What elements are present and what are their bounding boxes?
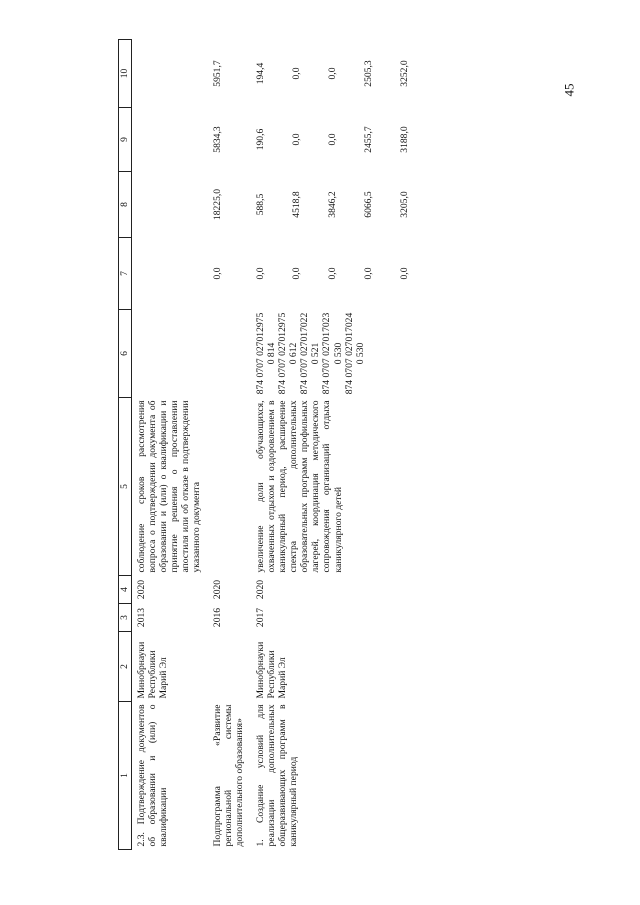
page-number: 45 [561, 83, 577, 97]
value-cell: 190,6 [255, 128, 267, 151]
row-title: Подпрограмма «Развитие региональной системы дополнительного образования» [212, 704, 246, 847]
value-cell: 3205,0 [399, 191, 411, 218]
value-col-8 [132, 172, 209, 238]
column-header-3: 3 [119, 604, 132, 632]
value-cell: 4518,8 [291, 191, 303, 218]
budget-code [132, 310, 209, 398]
value-cell: 0,0 [327, 267, 339, 280]
value-cell: 0,0 [399, 267, 411, 280]
value-col-9: 5834,3 [212, 126, 224, 153]
column-header-4: 4 [119, 576, 132, 604]
column-header-6: 6 [119, 310, 132, 398]
value-cell: 3846,2 [327, 191, 339, 218]
value-cell: 0,0 [291, 67, 303, 80]
budget-code: 874 0707 0270129750 612 [277, 312, 300, 395]
value-cell: 0,0 [291, 133, 303, 146]
value-col-9-list [251, 108, 441, 172]
budget-code: 874 0707 0270170220 521 [299, 312, 322, 395]
value-cell: 3252,0 [399, 60, 411, 87]
column-header-1: 1 [119, 702, 132, 850]
table-row-vacation-programs [251, 40, 441, 850]
end-year: 2020 [136, 579, 147, 600]
value-cell: 0,0 [327, 133, 339, 146]
budget-code: 874 0707 0270170230 530 [321, 312, 344, 395]
responsible-executor [208, 632, 251, 702]
value-col-10: 5951,7 [212, 60, 224, 87]
table-row-apostille [132, 40, 209, 850]
column-number-row [119, 40, 132, 850]
end-year: 2020 [255, 579, 267, 600]
column-header-8: 8 [119, 172, 132, 238]
value-cell: 0,0 [255, 267, 267, 280]
value-cell: 588,5 [255, 193, 267, 216]
value-cell: 2455,7 [363, 126, 375, 153]
end-year: 2020 [212, 579, 224, 600]
expected-result: увеличение доли обучающихся, охваченных отдыхом и оздоровлением в каникулярный период, расширение спектра дополнительных образовательных программ профильных лагерей, координация методического сопровождения организаций отдыха каникулярного детей [255, 400, 344, 573]
value-col-10-list [251, 40, 441, 108]
table-row-subprogram [208, 40, 251, 850]
value-cell: 0,0 [363, 267, 375, 280]
budget-code-list [251, 310, 441, 398]
column-header-9: 9 [119, 108, 132, 172]
row-title: 1. Создание условий для реализации дополнительных общеразвивающих программ в каникулярный период [255, 704, 300, 847]
start-year: 2013 [136, 607, 147, 628]
value-cell: 6066,5 [363, 191, 375, 218]
column-header-7: 7 [119, 238, 132, 310]
value-cell: 0,0 [291, 267, 303, 280]
start-year: 2017 [255, 607, 267, 628]
column-header-2: 2 [119, 632, 132, 702]
responsible-executor: Минобрнауки Республики Марий Эл [255, 641, 289, 699]
budget-code: 874 0707 0270170240 530 [343, 312, 366, 395]
responsible-executor: Минобрнауки Республики Марий Эл [136, 641, 170, 699]
value-col-7-list [251, 238, 441, 310]
budget-code: 874 0707 0270129750 814 [255, 312, 278, 395]
rotated-table-container [118, 40, 538, 850]
column-header-10: 10 [119, 40, 132, 108]
start-year: 2016 [212, 607, 224, 628]
column-header-5: 5 [119, 398, 132, 576]
value-cell: 2505,3 [363, 60, 375, 87]
expected-result [208, 398, 251, 576]
value-col-10 [132, 40, 209, 108]
value-cell: 3188,0 [399, 126, 411, 153]
row-title: 2.3. Подтверждение документов об образовании и (или) о квалификации [136, 704, 170, 847]
value-col-9 [132, 108, 209, 172]
value-col-8-list [251, 172, 441, 238]
program-table [118, 39, 441, 850]
value-col-7: 0,0 [212, 267, 224, 280]
value-col-8: 18225,0 [212, 188, 224, 221]
value-col-7 [132, 238, 209, 310]
budget-code [208, 310, 251, 398]
value-cell: 0,0 [327, 67, 339, 80]
expected-result: соблюдение сроков рассмотрения вопроса о подтверждении документа об образовании и (или) о квалификации и принятие решения о проставлении апостиля или об отказе в подтверждении указанного документа [136, 400, 203, 573]
value-cell: 194,4 [255, 62, 267, 85]
